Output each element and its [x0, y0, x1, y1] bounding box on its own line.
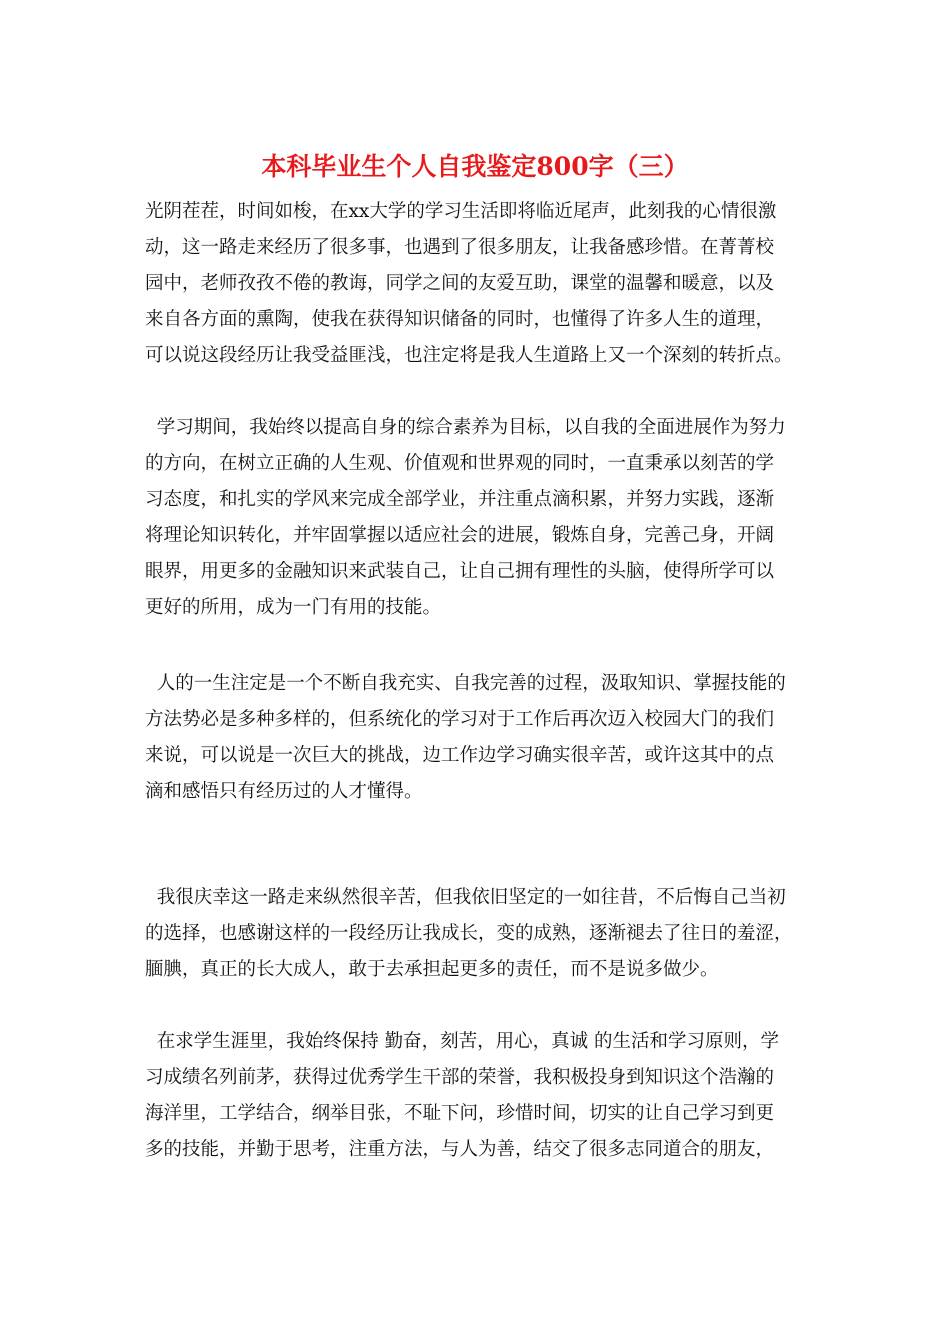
text-line: 我很庆幸这一路走来纵然很辛苦，但我依旧坚定的一如往昔，不后悔自己当初: [145, 887, 786, 908]
text-line: 眼界，用更多的金融知识来武装自己，让自己拥有理性的头脑，使得所学可以: [145, 561, 775, 582]
text-line: 学习期间，我始终以提高自身的综合素养为目标，以自我的全面进展作为努力: [145, 417, 786, 438]
text-line: 将理论知识转化，并牢固掌握以适应社会的进展，锻炼自身，完善己身，开阔: [145, 525, 775, 546]
text-line: 光阴茬茬，时间如梭，在xx大学的学习生活即将临近尾声，此刻我的心情很激: [145, 201, 777, 222]
text-line: 的选择，也感谢这样的一段经历让我成长，变的成熟，逐渐褪去了往日的羞涩，: [145, 923, 793, 944]
text-line: 方法势必是多种多样的，但系统化的学习对于工作后再次迈入校园大门的我们: [145, 709, 775, 730]
text-line: 在求学生涯里，我始终保持 勤奋，刻苦，用心，真诚 的生活和学习原则，学: [145, 1031, 780, 1052]
text-line: 滴和感悟只有经历过的人才懂得。: [145, 781, 423, 802]
text-line: 来自各方面的熏陶，使我在获得知识储备的同时，也懂得了许多人生的道理，: [145, 309, 775, 330]
text-line: 动，这一路走来经历了很多事，也遇到了很多朋友，让我备感珍惜。在菁菁校: [145, 237, 775, 258]
text-line: 来说，可以说是一次巨大的挑战，边工作边学习确实很辛苦，或许这其中的点: [145, 745, 775, 766]
text-line: 多的技能，并勤于思考，注重方法，与人为善，结交了很多志同道合的朋友，: [145, 1139, 775, 1160]
text-line: 海洋里，工学结合，纲举目张，不耻下问，珍惜时间，切实的让自己学习到更: [145, 1103, 775, 1124]
text-line: 腼腆，真正的长大成人，敢于去承担起更多的责任，而不是说多做少。: [145, 959, 719, 980]
text-line: 的方向，在树立正确的人生观、价值观和世界观的同时，一直秉承以刻苦的学: [145, 453, 775, 474]
text-line: 园中，老师孜孜不倦的教诲，同学之间的友爱互助，课堂的温馨和暖意，以及: [145, 273, 775, 294]
text-line: 习态度，和扎实的学风来完成全部学业，并注重点滴积累，并努力实践，逐渐: [145, 489, 775, 510]
text-line: 人的一生注定是一个不断自我充实、自我完善的过程，汲取知识、掌握技能的: [145, 673, 786, 694]
text-line: 可以说这段经历让我受益匪浅，也注定将是我人生道路上又一个深刻的转折点。: [145, 345, 793, 366]
text-line: 更好的所用，成为一门有用的技能。: [145, 597, 442, 618]
text-line: 习成绩名列前茅，获得过优秀学生干部的荣誉，我积极投身到知识这个浩瀚的: [145, 1067, 775, 1088]
document-title: 本科毕业生个人自我鉴定800字（三）: [261, 152, 689, 181]
